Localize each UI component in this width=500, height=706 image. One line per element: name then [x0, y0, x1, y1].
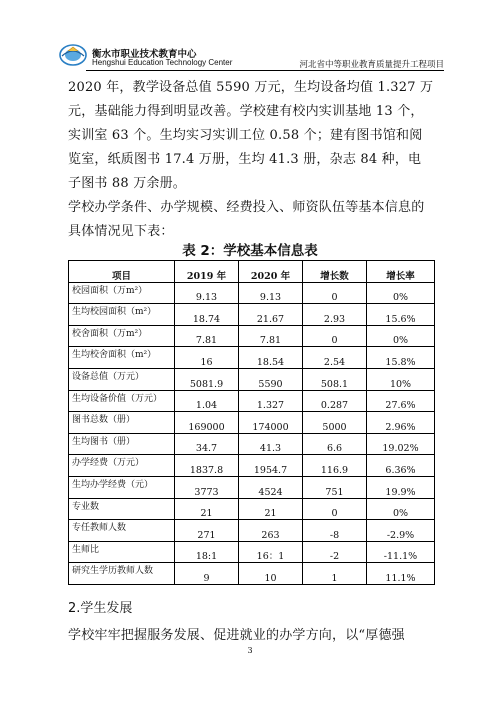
table-cell: 169000: [175, 412, 239, 434]
table-cell: 21: [239, 498, 303, 520]
table-cell: 11.1%: [367, 563, 435, 585]
table-cell: 2.96%: [367, 412, 435, 434]
org-name-en: Hengshui Education Technology Center: [92, 58, 233, 67]
table-row: [69, 304, 435, 326]
table-cell: 0.287: [303, 390, 367, 412]
table-row: [69, 476, 435, 498]
table-cell: 5081.9: [175, 368, 239, 390]
table-cell: 1837.8: [175, 455, 239, 477]
row-label: 生均办学经费（元）: [69, 476, 175, 498]
row-label: 生均设备价值（万元）: [69, 390, 175, 412]
org-name-cn: 衡水市职业技术教育中心: [92, 49, 197, 60]
row-label: 生均校舍面积（m²）: [69, 347, 175, 369]
table-cell: 3773: [175, 476, 239, 498]
table-cell: 751: [303, 476, 367, 498]
table-row: [69, 541, 435, 563]
header-rule: [86, 70, 444, 71]
table-row: [69, 347, 435, 369]
table-cell: 2.54: [303, 347, 367, 369]
row-label: 生均校园面积（m²）: [69, 304, 175, 326]
table-row: [69, 325, 435, 347]
school-logo-icon: [58, 42, 88, 66]
table-row: [69, 455, 435, 477]
table-cell: 18.54: [239, 347, 303, 369]
table-cell: 271: [175, 520, 239, 542]
header-2019: 2019 年: [175, 261, 239, 283]
table-cell: 1954.7: [239, 455, 303, 477]
section-heading: 2.学生发展: [68, 601, 133, 616]
table-cell: -2: [303, 541, 367, 563]
table-body: [69, 282, 435, 584]
table-cell: 41.3: [239, 433, 303, 455]
table-cell: 15.8%: [367, 347, 435, 369]
table-row: [69, 412, 435, 434]
table-cell: -11.1%: [367, 541, 435, 563]
table-cell: 508.1: [303, 368, 367, 390]
header-growth-rate: 增长率: [367, 261, 435, 283]
header-2020: 2020 年: [239, 261, 303, 283]
table-cell: -2.9%: [367, 520, 435, 542]
table-cell: 19.02%: [367, 433, 435, 455]
table-cell: 5000: [303, 412, 367, 434]
table-cell: 19.9%: [367, 476, 435, 498]
basic-info-table: [68, 260, 435, 585]
row-label: 研究生学历教师人数: [69, 563, 175, 585]
table-cell: 0%: [367, 325, 435, 347]
table-row: [69, 368, 435, 390]
table-cell: 7.81: [239, 325, 303, 347]
table-cell: 10%: [367, 368, 435, 390]
table-title: 表 2：学校基本信息表: [182, 243, 318, 259]
paragraph-intro-table: 学校办学条件、办学规模、经费投入、师资队伍等基本信息的具体情况见下表：: [68, 200, 425, 239]
table-cell: 116.9: [303, 455, 367, 477]
table-cell: 16: [175, 347, 239, 369]
table-row: [69, 498, 435, 520]
table-cell: 1.04: [175, 390, 239, 412]
table-cell: 16：1: [239, 541, 303, 563]
row-label: 办学经费（万元）: [69, 455, 175, 477]
row-label: 设备总值（万元）: [69, 368, 175, 390]
table-row: [69, 563, 435, 585]
table-cell: 18.74: [175, 304, 239, 326]
table-cell: 21: [175, 498, 239, 520]
table-cell: 6.36%: [367, 455, 435, 477]
table-cell: 7.81: [175, 325, 239, 347]
row-label: 生均图书（册）: [69, 433, 175, 455]
table-cell: 15.6%: [367, 304, 435, 326]
row-label: 生师比: [69, 541, 175, 563]
table-cell: 9.13: [239, 282, 303, 304]
table-cell: 0: [303, 282, 367, 304]
page-number: 3: [247, 646, 253, 655]
table-row: [69, 520, 435, 542]
table-cell: 27.6%: [367, 390, 435, 412]
header-item: 项目: [69, 261, 175, 283]
table-row: [69, 282, 435, 304]
table-cell: 0%: [367, 282, 435, 304]
table-cell: 1.327: [239, 390, 303, 412]
row-label: 专任教师人数: [69, 520, 175, 542]
paragraph-student-development: 学校牢牢把握服务发展、促进就业的办学方向，以“厚德强: [68, 628, 405, 643]
table-cell: 9: [175, 563, 239, 585]
table-cell: 9.13: [175, 282, 239, 304]
table-cell: 21.67: [239, 304, 303, 326]
table-cell: 18:1: [175, 541, 239, 563]
table-cell: 0: [303, 325, 367, 347]
row-label: 校园面积（万m²）: [69, 282, 175, 304]
table-cell: 2.93: [303, 304, 367, 326]
table-cell: 4524: [239, 476, 303, 498]
table-row: [69, 433, 435, 455]
table-cell: -8: [303, 520, 367, 542]
table-cell: 1: [303, 563, 367, 585]
page-header: [0, 0, 500, 72]
paragraph-equipment: 2020 年，教学设备总值 5590 万元，生均设备均值 1.327 万元，基础能力得到明显改善。学校建有校内实训基地 13 个，实训室 63 个。生均实习实训工位 0.58 个；建有图书馆和阅览室，纸质图书 17.4 万册，生均 41.3 册，杂志 84 种，电子图书 88 万余册。: [68, 80, 434, 191]
row-label: 专业数: [69, 498, 175, 520]
table-cell: 174000: [239, 412, 303, 434]
table-row: [69, 390, 435, 412]
row-label: 图书总数（册）: [69, 412, 175, 434]
table-cell: 263: [239, 520, 303, 542]
table-cell: 0: [303, 498, 367, 520]
table-cell: 10: [239, 563, 303, 585]
row-label: 校舍面积（万m²）: [69, 325, 175, 347]
table-header-row: [69, 261, 435, 283]
project-name: 河北省中等职业教育质量提升工程项目: [299, 60, 444, 70]
table-cell: 5590: [239, 368, 303, 390]
table-cell: 0%: [367, 498, 435, 520]
table-cell: 34.7: [175, 433, 239, 455]
header-growth: 增长数: [303, 261, 367, 283]
table-cell: 6.6: [303, 433, 367, 455]
